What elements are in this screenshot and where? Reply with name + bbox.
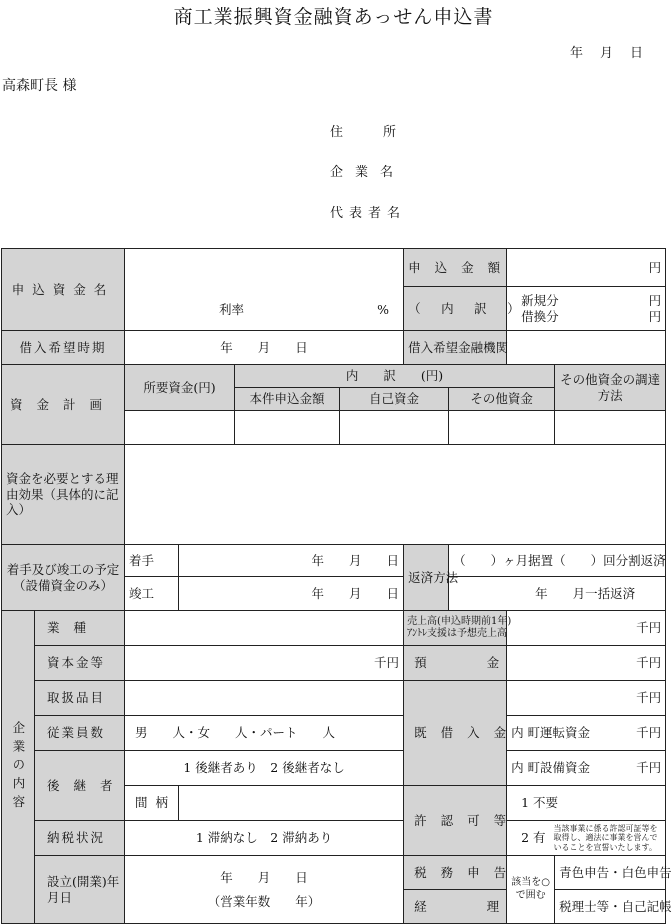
fund-name-field[interactable] xyxy=(125,249,404,331)
required-funds-label: 所要資金(円) xyxy=(125,365,235,411)
accounting-text: 経理 xyxy=(414,898,560,914)
representative-label: 代表者名 xyxy=(330,206,407,221)
sales-field[interactable] xyxy=(507,611,666,646)
permit-note: 当該事業に係る許認可証等を取得し、適法に事業を営んでいることを宣誓いたします。 xyxy=(553,824,658,852)
this-loan-label: 本件申込金額 xyxy=(235,388,340,411)
own-funds-field[interactable] xyxy=(340,411,449,445)
address-label: 住所 xyxy=(330,125,437,140)
start-date-field[interactable]: 年 月 日 xyxy=(179,545,404,577)
permit-no-field[interactable]: 1 不要 xyxy=(507,786,666,821)
town-operating-field[interactable] xyxy=(507,716,666,751)
sales-label-cell xyxy=(404,611,512,646)
accounting-label xyxy=(404,890,560,924)
company-name-label: 企業名 xyxy=(330,165,406,180)
established-date: 年 月 日 xyxy=(220,869,308,885)
refinance-label: 借換分 xyxy=(521,308,559,324)
town-operating-unit: 千円 xyxy=(636,725,662,741)
reason-field[interactable] xyxy=(125,445,666,545)
existing-loans-unit: 千円 xyxy=(636,690,662,706)
refinance-yen-unit: 円 xyxy=(648,308,662,324)
sales-unit: 千円 xyxy=(636,620,662,636)
completion-date-field[interactable]: 年 月 日 xyxy=(179,577,404,611)
permit-label xyxy=(404,786,521,856)
sales-label: 売上高(申込時期前1年) xyxy=(407,615,512,627)
permit-yes-field[interactable] xyxy=(507,821,666,856)
successor-label: 後継者 xyxy=(35,751,125,821)
industry-field[interactable] xyxy=(125,611,404,646)
industry-label: 業種 xyxy=(35,611,125,646)
tax-status-label: 納税状況 xyxy=(35,821,125,856)
new-label: 新規分 xyxy=(521,292,559,308)
repay-installment-field[interactable]: （ ）ヶ月据置（ ）回分割返済 xyxy=(449,545,666,577)
permit-text: 許認可等 xyxy=(414,812,521,828)
business-years: （営業年数 年） xyxy=(207,893,321,909)
other-method-field[interactable] xyxy=(555,411,666,445)
construction-schedule-label: 着手及び竣工の予定（設備資金のみ） xyxy=(2,545,125,611)
established-label: 設立(開業)年月日 xyxy=(35,856,125,924)
company-content-vertical: 企業の内容 xyxy=(10,720,26,814)
town-equipment-unit: 千円 xyxy=(636,760,662,776)
products-field[interactable] xyxy=(125,681,404,716)
desired-bank-field[interactable] xyxy=(507,331,666,365)
company-content-label xyxy=(2,611,35,924)
established-field[interactable] xyxy=(125,856,404,924)
interest-rate-label: 利率 xyxy=(219,302,245,318)
breakdown-label: （ 内 訳 ） xyxy=(404,287,507,331)
own-funds-label: 自己資金 xyxy=(340,388,449,411)
other-funds-label: その他資金 xyxy=(449,388,555,411)
tax-return-text: 税務申告 xyxy=(414,864,521,880)
new-yen-unit: 円 xyxy=(648,292,662,308)
sales-sub-label: ｱﾝﾄﾚ支援は予想売上高 xyxy=(407,628,508,639)
successor-options[interactable]: 1 後継者あり 2 後継者なし xyxy=(125,751,404,786)
addressee: 高森町長 様 xyxy=(2,78,77,94)
town-equipment-field[interactable] xyxy=(507,751,666,786)
apply-amount-label: 申込金額 xyxy=(404,249,507,287)
yen-unit: 円 xyxy=(648,259,662,275)
application-date: 年 月 日 xyxy=(570,46,646,61)
desired-date-field[interactable]: 年 月 日 xyxy=(125,331,404,365)
breakdown-field[interactable] xyxy=(507,287,666,331)
employees-field[interactable]: 男 人・女 人・パート 人 xyxy=(125,716,404,751)
application-form-table xyxy=(1,248,672,924)
other-method-label: その他資金の調達方法 xyxy=(555,365,666,411)
existing-loans-total-field[interactable] xyxy=(507,681,666,716)
fund-name-label: 申込資金名 xyxy=(2,249,125,331)
repay-method-label: 返済方法 xyxy=(404,545,449,611)
capital-unit: 千円 xyxy=(374,655,400,671)
desired-date-label: 借入希望時期 xyxy=(2,331,125,365)
completion-label: 竣工 xyxy=(125,577,179,611)
tax-status-options[interactable]: 1 滞納なし 2 滞納あり xyxy=(125,821,404,856)
accountant-options[interactable]: 税理士等・自己記帳 xyxy=(555,890,666,924)
apply-amount-field[interactable] xyxy=(507,249,666,287)
existing-loans-text: 既借入金 xyxy=(414,725,521,741)
blue-white-options[interactable]: 青色申告・白色申告 xyxy=(555,856,666,890)
deposit-unit: 千円 xyxy=(636,655,662,671)
products-label: 取扱品目 xyxy=(35,681,125,716)
repay-lump-field[interactable]: 年 月一括返済 xyxy=(449,577,666,611)
permit-yes-label: 2 有 xyxy=(521,830,546,846)
relationship-label: 間柄 xyxy=(125,786,179,821)
start-label: 着手 xyxy=(125,545,179,577)
circle-instruction: 該当を○で囲む xyxy=(507,856,555,924)
existing-loans-label xyxy=(404,681,521,786)
relationship-field[interactable] xyxy=(179,786,404,821)
employees-label: 従業員数 xyxy=(35,716,125,751)
deposit-label: 預金 xyxy=(404,646,507,681)
reason-label: 資金を必要とする理由効果（具体的に記入） xyxy=(2,445,125,545)
desired-bank-label: 借入希望金融機関 xyxy=(404,331,507,365)
fund-plan-label: 資金計画 xyxy=(2,365,125,445)
tax-return-label xyxy=(404,856,521,890)
this-loan-field[interactable] xyxy=(235,411,340,445)
town-equipment-label: 内 町設備資金 xyxy=(511,760,591,776)
other-funds-field[interactable] xyxy=(449,411,555,445)
capital-field[interactable] xyxy=(125,646,404,681)
breakdown-yen-label: 内 訳 (円) xyxy=(235,365,555,388)
required-funds-field[interactable] xyxy=(125,411,235,445)
percent-unit: % xyxy=(377,302,390,318)
document-title: 商工業振興資金融資あっせん申込書 xyxy=(173,6,494,28)
town-operating-label: 内 町運転資金 xyxy=(511,725,591,741)
capital-label: 資本金等 xyxy=(35,646,125,681)
